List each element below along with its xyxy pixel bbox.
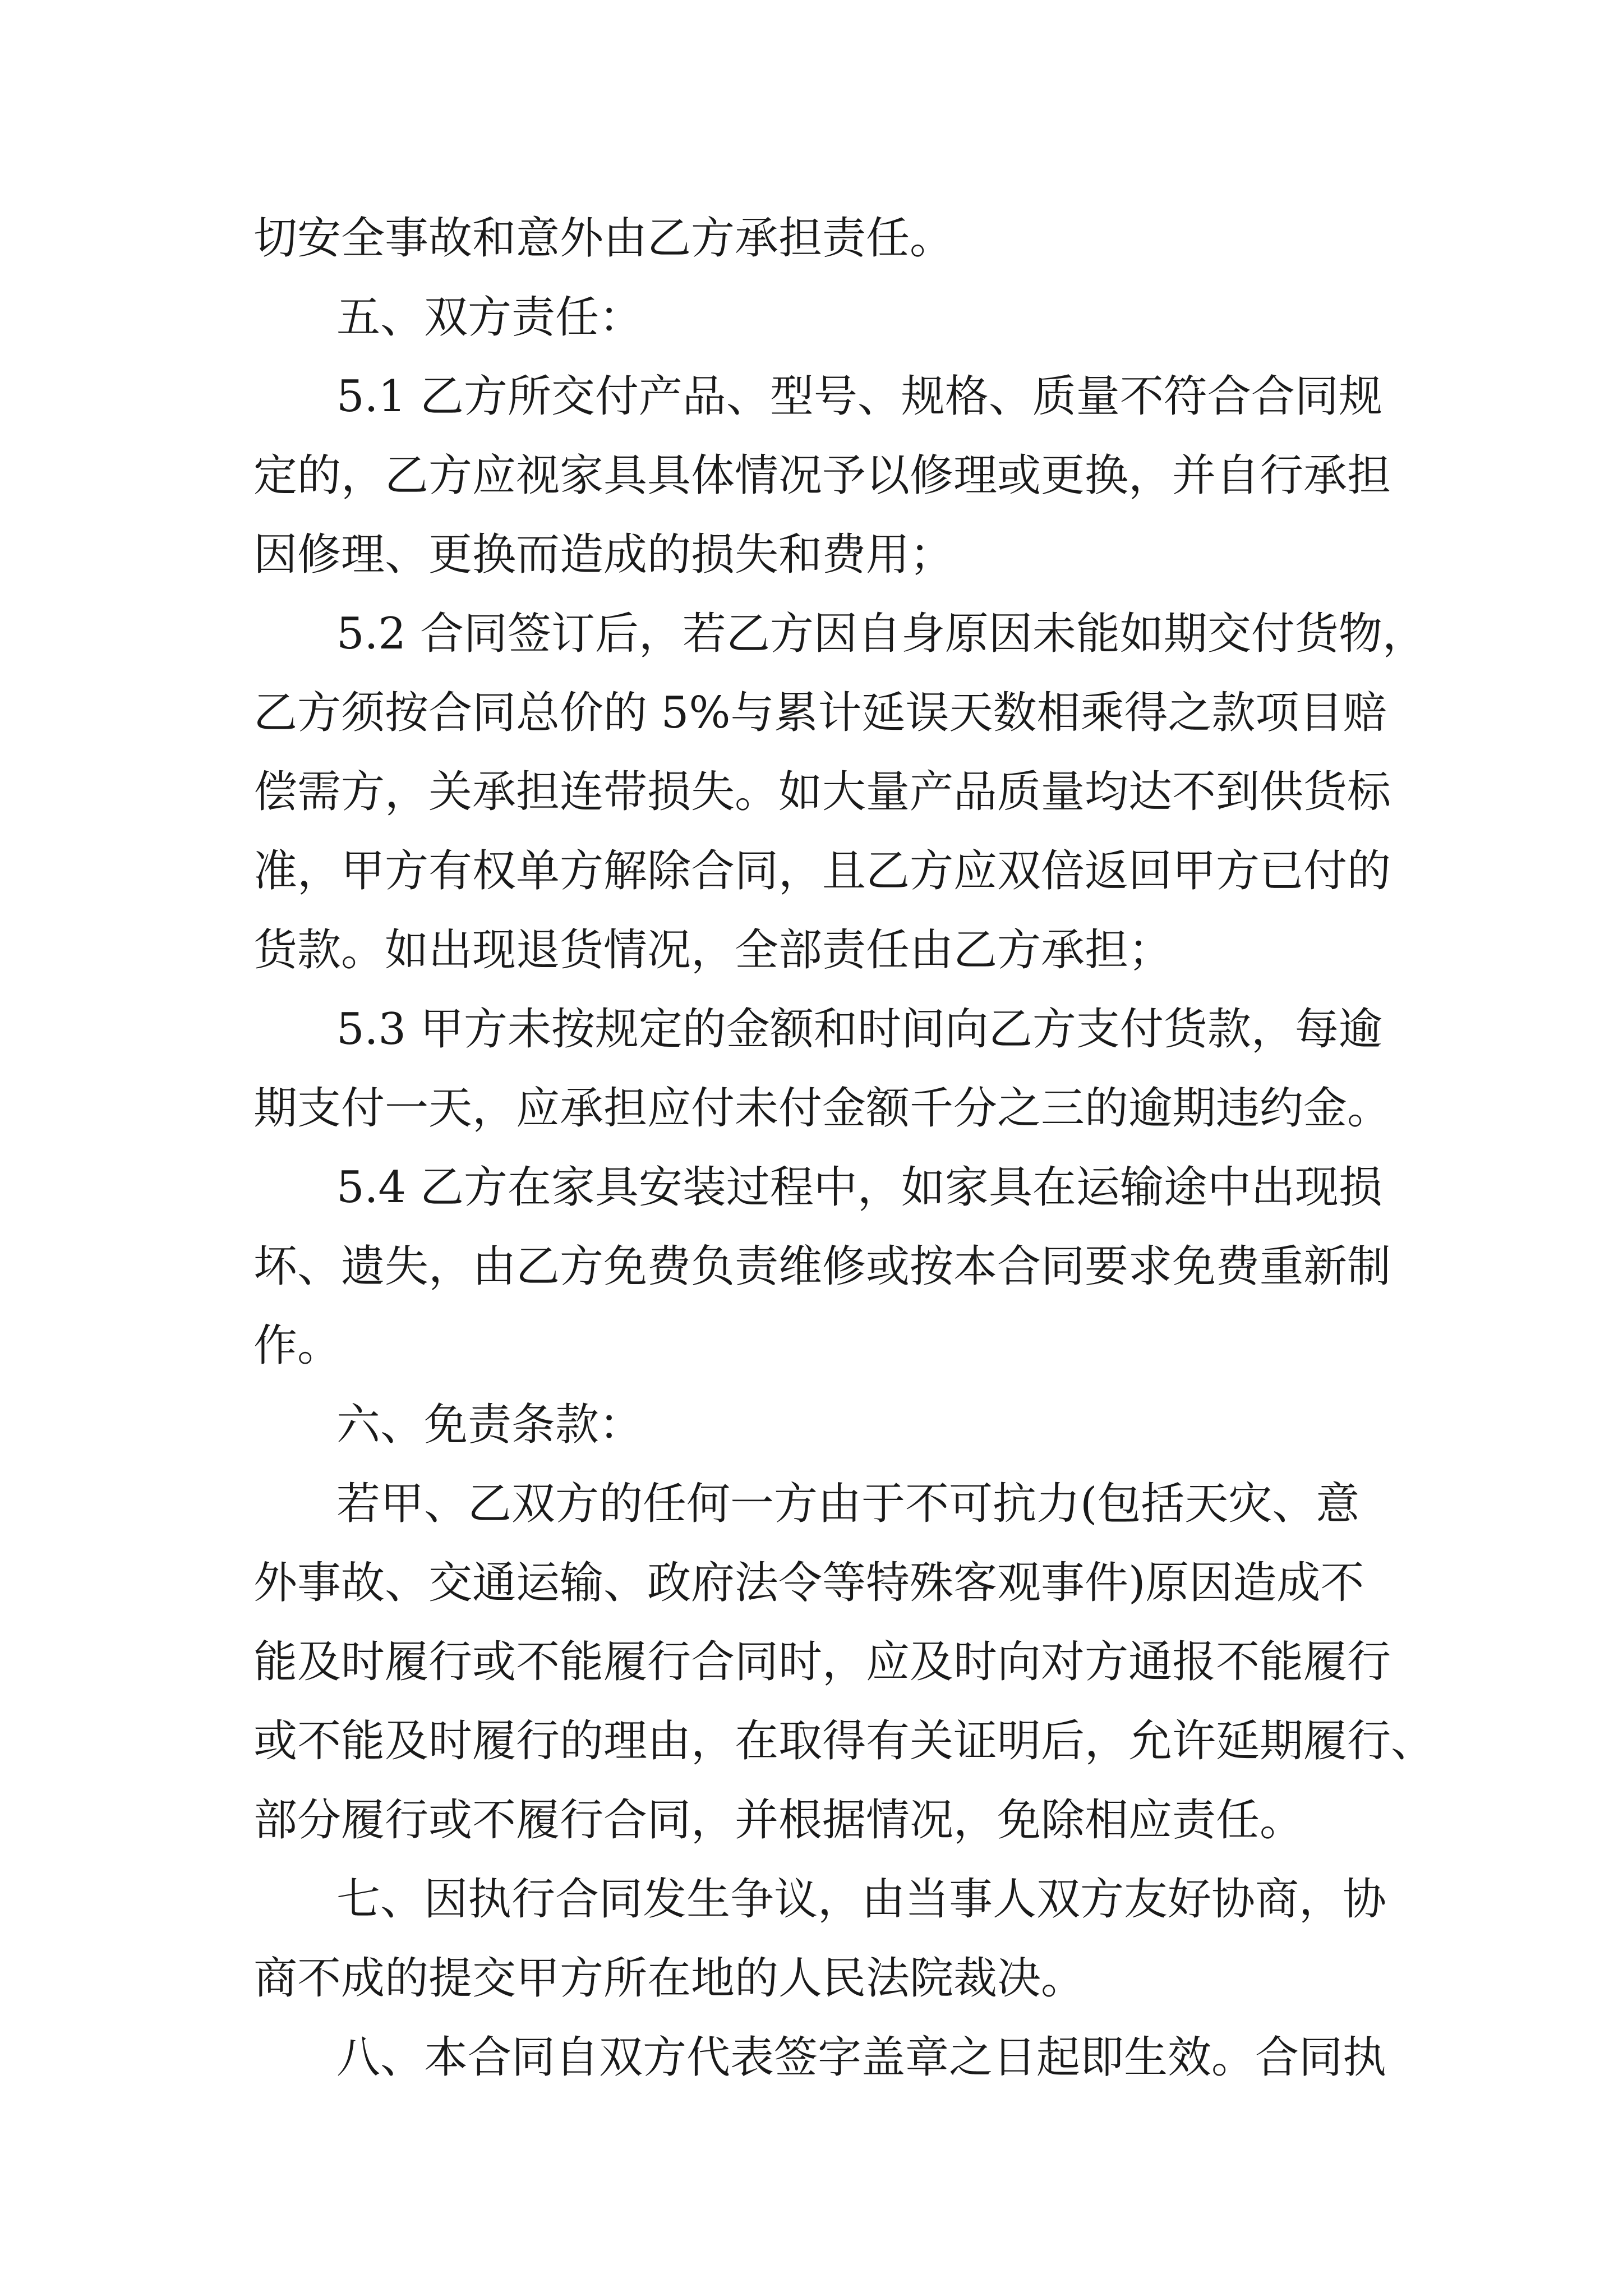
- text-line: 作。: [253, 1320, 342, 1371]
- text-line: 乙方须按合同总价的 5%与累计延误天数相乘得之款项目赔: [253, 688, 1387, 738]
- text-line: 偿需方，关承担连带损失。如大量产品质量均达不到供货标: [253, 767, 1391, 817]
- clause-line: 5.2 合同签订后，若乙方因自身原因未能如期交付货物，: [336, 609, 1426, 659]
- text-line: 切安全事故和意外由乙方承担责任。: [253, 213, 954, 264]
- section-heading: 六、免责条款：: [336, 1400, 643, 1450]
- text-line: 外事故、交通运输、政府法令等特殊客观事件)原因造成不: [253, 1558, 1364, 1608]
- section-heading: 七、因执行合同发生争议，由当事人双方友好协商，协: [336, 1874, 1387, 1925]
- text-line: 期支付一天，应承担应付未付金额千分之三的逾期违约金。: [253, 1083, 1391, 1134]
- section-heading: 八、本合同自双方代表签字盖章之日起即生效。合同执: [336, 2032, 1387, 2083]
- paragraph-start-line: 若甲、乙双方的任何一方由于不可抗力(包括天灾、意: [336, 1479, 1360, 1529]
- text-line: 能及时履行或不能履行合同时，应及时向对方通报不能履行: [253, 1637, 1391, 1687]
- text-line: 或不能及时履行的理由，在取得有关证明后，允许延期履行、: [253, 1716, 1435, 1766]
- section-heading: 五、双方责任：: [336, 292, 643, 343]
- text-line: 货款。如出现退货情况，全部责任由乙方承担；: [253, 925, 1173, 976]
- clause-line: 5.4 乙方在家具安装过程中，如家具在运输途中出现损: [336, 1162, 1382, 1213]
- text-line: 定的，乙方应视家具具体情况予以修理或更换，并自行承担: [253, 450, 1391, 501]
- text-line: 因修理、更换而造成的损失和费用；: [253, 530, 954, 580]
- text-line: 商不成的提交甲方所在地的人民法院裁决。: [253, 1953, 1085, 2004]
- clause-line: 5.3 甲方未按规定的金额和时间向乙方支付货款，每逾: [336, 1004, 1382, 1055]
- text-line: 坏、遗失，由乙方免费负责维修或按本合同要求免费重新制: [253, 1241, 1391, 1292]
- clause-line: 5.1 乙方所交付产品、型号、规格、质量不符合合同规: [336, 371, 1382, 422]
- text-line: 部分履行或不履行合同，并根据情况，免除相应责任。: [253, 1795, 1304, 1846]
- text-line: 准，甲方有权单方解除合同，且乙方应双倍返回甲方已付的: [253, 846, 1391, 896]
